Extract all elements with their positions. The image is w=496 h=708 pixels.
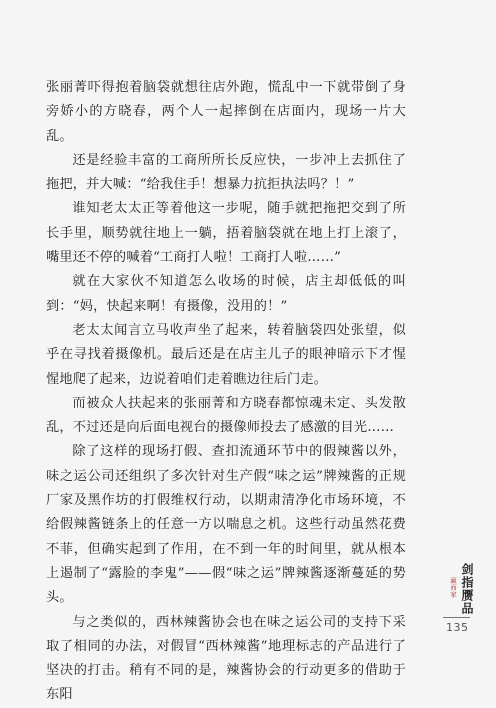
page-number: 135 — [446, 621, 469, 634]
body-text — [46, 76, 406, 708]
paragraph: 老太太闻言立马收声坐了起来，转着脑袋四处张望，似乎在寻找着摄像机。最后还是在店主儿子的眼神暗示下才惺惺地爬了起来，边说着咱们走着瞧边往后门走。 — [46, 322, 406, 387]
paragraph: 而被众人扶起来的张丽菁和方晓春都惊魂未定、头发散乱，不过还是向后面电视台的摄像师投去了感激的目光…… — [46, 395, 406, 436]
paragraph: 还是经验丰富的工商所所长反应快，一步冲上去抓住了拖把，并大喊：“给我住手！想暴力抗拒执法吗？！” — [46, 152, 406, 193]
paragraph: 张丽菁吓得抱着脑袋就想往店外跑，慌乱中一下就带倒了身旁娇小的方晓春，两个人一起摔倒在店面内，现场一片大乱。 — [46, 80, 406, 144]
running-title — [449, 563, 476, 615]
running-title-subtitle: 赢商家 — [449, 577, 457, 598]
paragraph: 与之类似的，西林辣酱协会也在味之运公司的支持下采取了相同的办法，对假冒“西林辣酱”地理标志的产品进行了坚决的打击。稍有不同的是，辣酱协会的行动更多的借助于东阳 — [46, 614, 406, 703]
paragraph: 就在大家伙不知道怎么收场的时候，店主却低低的叫到：“妈，快起来啊！有摄像，没用的！” — [46, 274, 406, 314]
paragraph: 谁知老太太正等着他这一步呢，随手就把拖把交到了所长手里，顺势就往地上一躺，捂着脑袋就在地上打上滚了，嘴里还不停的喊着“工商打人啦！工商打人啦……” — [46, 201, 406, 266]
paragraph: 除了这样的现场打假、查扣流通环节中的假辣酱以外，味之运公司还组织了多次针对生产假“味之运”牌辣酱的正规厂家及黑作坊的打假维权行动，以期肃清净化市场环境，不给假辣酱链条上的任意一方以喘息之机。这些行动虽然花费不菲，但确实起到了作用，在不到一年的时间里，就从根本上遏制了“露脸的李鬼”——假“味之运”牌辣酱逐渐蔓延的势头。 — [46, 444, 406, 606]
running-title-main: 剑指赝品 — [460, 563, 474, 615]
divider — [443, 617, 470, 618]
